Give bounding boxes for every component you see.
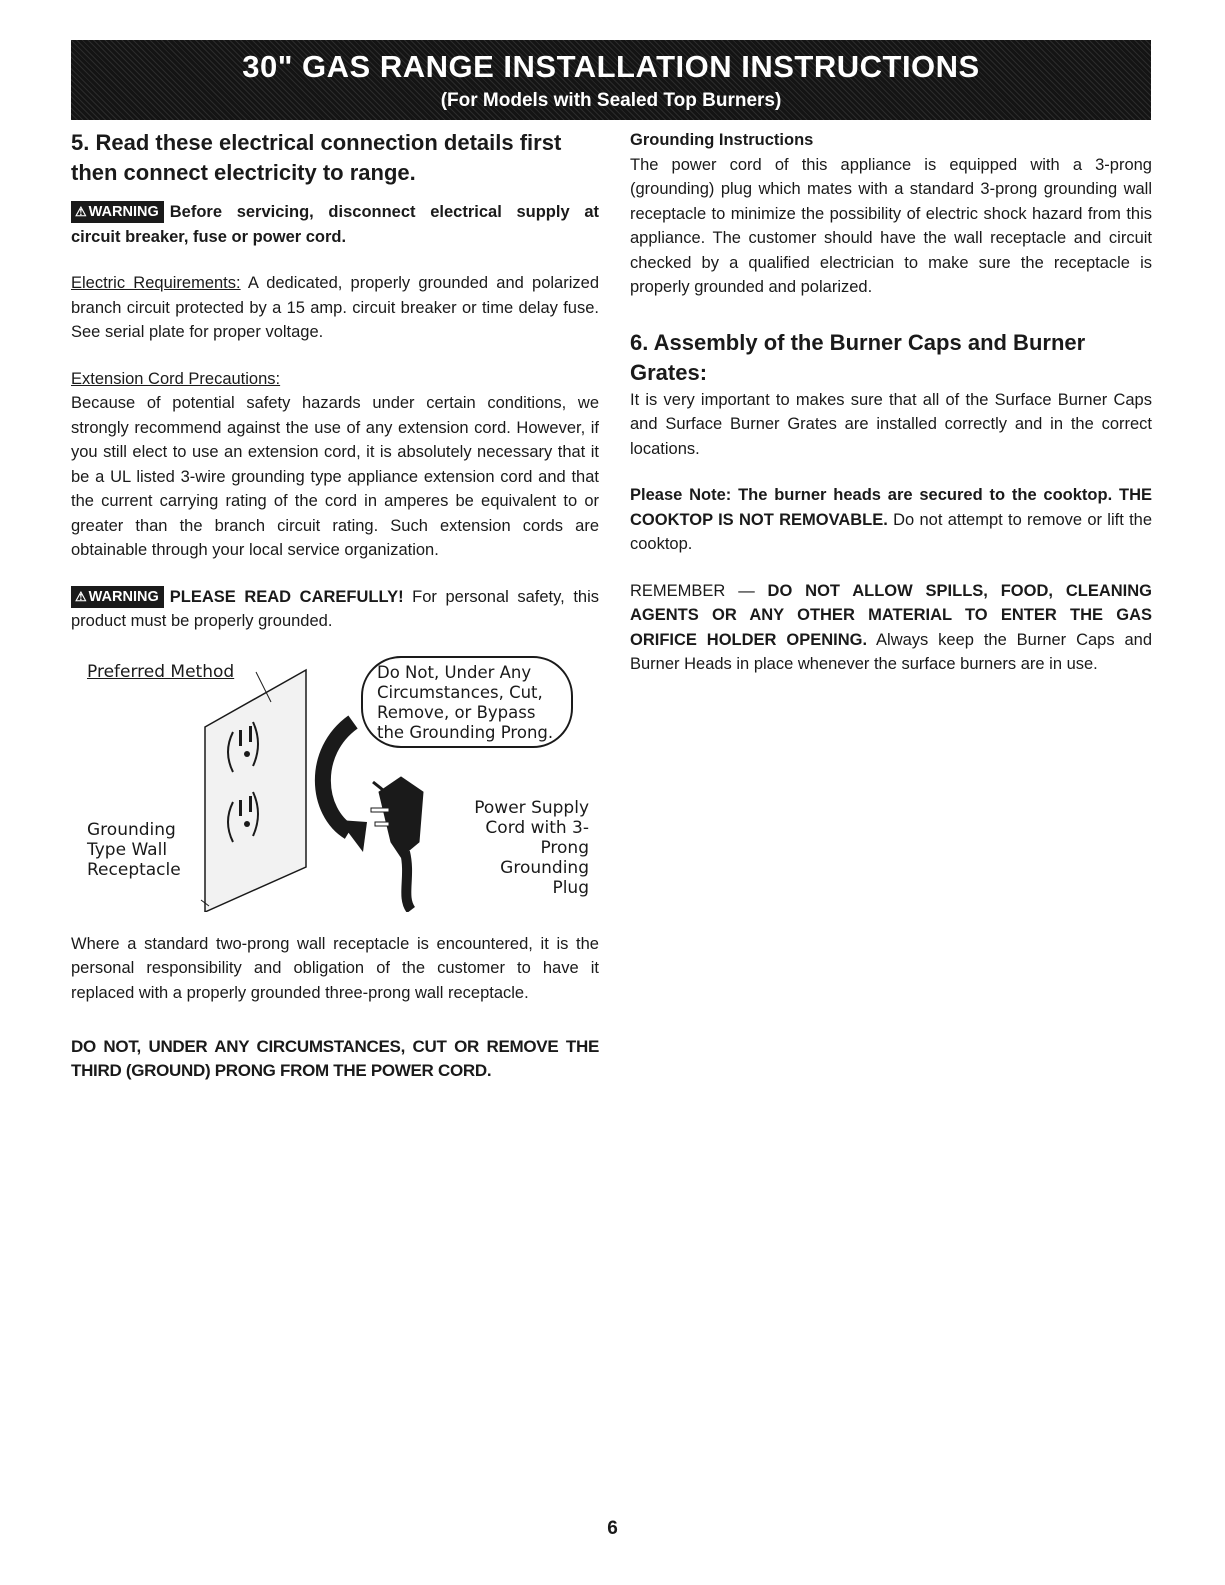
- warning-triangle-icon: ⚠: [75, 204, 87, 219]
- page-number: 6: [607, 1518, 618, 1539]
- please-note-paragraph: [630, 483, 1152, 557]
- grounding-text: The power cord of this appliance is equipped with a 3-prong (grounding) plug which mates with a standard 3-prong grounding wall receptacle to minimize the possibility of electric shock hazard from this appliance. The customer should have the wall receptacle and circuit checked by a qualified electrician to make sure the receptacle is properly grounded and polarized.: [630, 155, 1152, 296]
- please-note-text: Do not attempt to remove or lift the cooktop.: [630, 510, 1153, 553]
- warning-2-bold: PLEASE READ CAREFULLY!: [169, 587, 404, 606]
- section-6-heading: 6. Assembly of the Burner Caps and Burner Grates:: [630, 329, 1086, 385]
- callout-bubble: Do Not, Under Any Circumstances, Cut, Remove, or Bypass the Grounding Prong.: [361, 656, 573, 748]
- remember-text: Always keep the Burner Caps and Burner Heads in place whenever the surface burners are in use.: [630, 630, 1152, 673]
- assembly-text: It is very important to makes sure that all of the Surface Burner Caps and Surface Burner Grates are installed correctly and in the correct locations.: [630, 390, 1152, 458]
- do-not-warning-caps: DO NOT, UNDER ANY CIRCUMSTANCES, CUT OR REMOVE THE THIRD (GROUND) PRONG FROM THE POWER CORD.: [71, 1037, 599, 1080]
- section-5-heading: 5. Read these electrical connection details first then connect electricity to range.: [71, 130, 562, 185]
- plug-label: Power Supply Cord with 3-Prong Grounding Plug: [474, 797, 589, 898]
- electric-req-text: A dedicated, properly grounded and polarized branch circuit protected by a 15 amp. circuit breaker or time delay fuse. See serial plate for proper voltage.: [71, 274, 599, 341]
- remember-word: REMEMBER —: [630, 581, 755, 600]
- grounding-figure: [71, 652, 599, 912]
- grounding-heading: Grounding Instructions: [630, 131, 814, 149]
- extension-cord-text: Because of potential safety hazards under certain conditions, we strongly recommend against the use of any extension cord. However, if you still elect to use an extension cord, it is absolutely necessary that it be a UL listed 3-wire grounding type appliance extension cord and that the current carrying rating of the cord in amperes be equivalent to or greater than the branch circuit rating. Such extension cords are obtainable through your local service organization.: [71, 394, 599, 559]
- receptacle-label: Grounding Type Wall Receptacle: [87, 819, 181, 880]
- warning-1-text: Before servicing, disconnect electrical supply at circuit breaker, fuse or power cord.: [71, 203, 599, 246]
- remember-bold: DO NOT ALLOW SPILLS, FOOD, CLEANING AGENTS OR ANY OTHER MATERIAL TO ENTER THE GAS ORIFICE HOLDER OPENING.: [630, 581, 1152, 649]
- title-banner: [71, 40, 1151, 120]
- left-column: [71, 128, 599, 1083]
- extension-cord-label: Extension Cord Precautions:: [71, 369, 281, 388]
- electric-req-label: Electric Requirements:: [71, 274, 241, 292]
- page-subtitle: (For Models with Sealed Top Burners): [440, 90, 782, 111]
- right-column: [630, 128, 1152, 677]
- warning-1-paragraph: [71, 200, 599, 249]
- page-title: 30" GAS RANGE INSTALLATION INSTRUCTIONS: [242, 49, 980, 84]
- warning-triangle-icon: ⚠: [75, 588, 87, 604]
- warning-badge: ⚠ WARNING: [71, 586, 164, 608]
- warning-2-text: For personal safety, this product must be properly grounded.: [71, 587, 600, 630]
- electric-requirements: [71, 271, 599, 345]
- wall-plate-shape: [205, 670, 306, 912]
- two-prong-text: Where a standard two-prong wall receptacle is encountered, it is the personal responsibility and obligation of the customer to have it replaced with a properly grounded three-prong wall receptacle.: [71, 934, 599, 1002]
- remember-paragraph: [630, 579, 1152, 677]
- please-note-bold: Please Note: The burner heads are secured to the cooktop. THE COOKTOP IS NOT REMOVABLE.: [630, 486, 1152, 529]
- warning-2-paragraph: [71, 585, 599, 634]
- preferred-method-label: Preferred Method: [87, 661, 235, 682]
- warning-badge: ⚠ WARNING: [71, 201, 164, 223]
